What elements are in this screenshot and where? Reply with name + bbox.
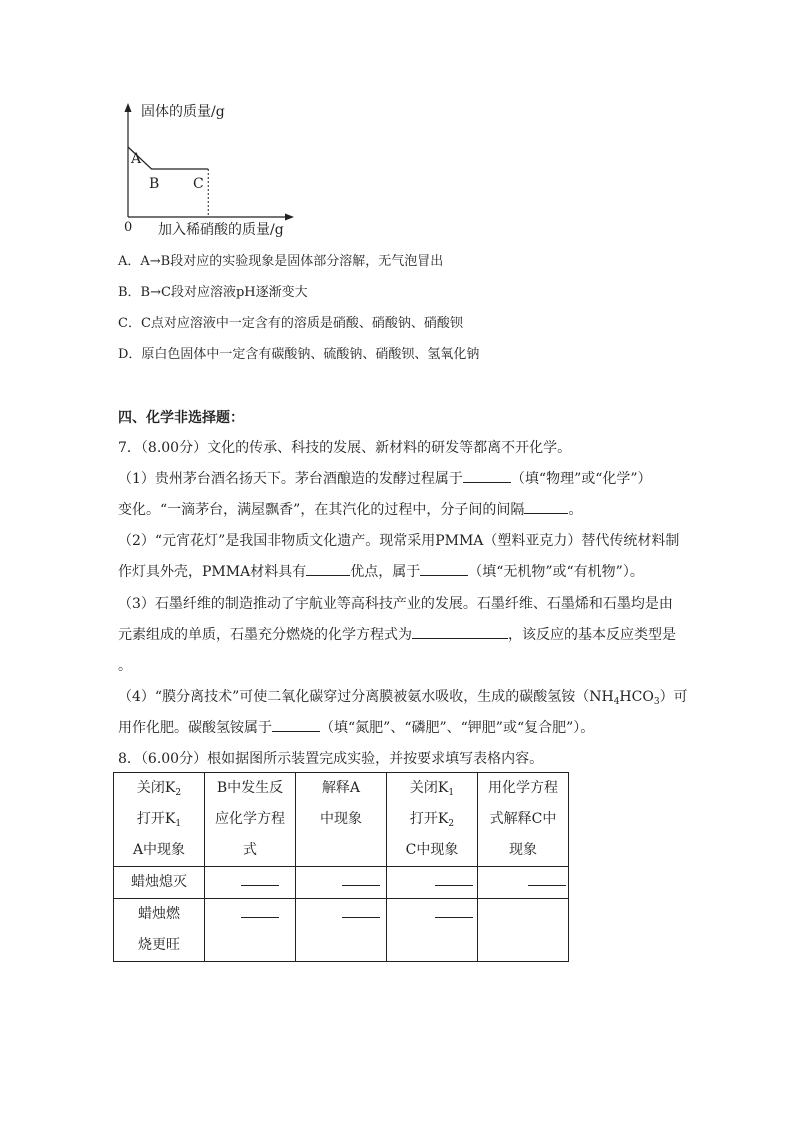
q7-blank-2[interactable] <box>524 513 568 514</box>
table-header-row <box>114 773 569 867</box>
row2-cell3[interactable] <box>296 899 387 962</box>
q7-p3-text-b: 元素组成的单质，石墨充分燃烧的化学方程式为 <box>118 627 412 643</box>
q7-part2-line2 <box>118 561 644 581</box>
q7-part1-line1 <box>118 468 652 488</box>
y-axis-label: 固体的质量/g <box>141 104 225 120</box>
q7-p1-text-d: 。 <box>568 502 583 518</box>
q7-p4-text-c: （填“氮肥”、“磷肥”、“钾肥”或“复合肥”）。 <box>320 720 595 736</box>
header-col1: 关闭$K_2$ 打开$K_1$ A中现象 <box>114 773 205 867</box>
q7-blank-4[interactable] <box>420 575 468 576</box>
header-col3: 解释A 中现象 <box>296 773 387 867</box>
row1-cell3[interactable] <box>296 867 387 899</box>
option-a: A．A→B段对应的实验现象是固体部分溶解，无气泡冒出 <box>118 254 444 269</box>
row1-cell2[interactable] <box>205 867 296 899</box>
q7-p1-text-c: 变化。“一滴茅台，满屋飘香”，在其汽化的过程中，分子间的间隔 <box>118 502 525 518</box>
q7-p1-text-a: （1）贵州茅台酒名扬天下。茅台酒酿造的发酵过程属于 <box>118 471 463 487</box>
header-col5: 用化学方程 式解释C中 现象 <box>478 773 569 867</box>
row1-cell5[interactable] <box>478 867 569 899</box>
row1-cell4[interactable] <box>387 867 478 899</box>
row2-cell5[interactable] <box>478 899 569 962</box>
x-axis-arrow <box>285 214 294 221</box>
point-a-label: A <box>131 151 142 167</box>
table-row-2 <box>114 899 569 962</box>
option-c: C．C点对应溶液中一定含有的溶质是硝酸、硝酸钠、硝酸钡 <box>118 316 463 331</box>
q7-stem: 7．（8.00分）文化的传承、科技的发展、新材料的研发等都离不开化学。 <box>118 440 572 456</box>
origin-label: 0 <box>124 220 133 235</box>
row2-label: 蜡烛燃 烧更旺 <box>114 899 205 962</box>
y-axis-arrow <box>125 103 132 112</box>
header-col2: B中发生反 应化学方程 式 <box>205 773 296 867</box>
q7-blank-5[interactable] <box>412 638 508 639</box>
q7-p2-text-b: 作灯具外壳，PMMA材料具有 <box>118 564 307 580</box>
q7-part1-line2 <box>118 499 582 519</box>
q7-blank-3[interactable] <box>306 575 350 576</box>
q7-part4-line2 <box>118 717 594 737</box>
table-row-1 <box>114 867 569 899</box>
q7-p1-text-b: （填“物理”或“化学”） <box>510 471 652 487</box>
point-b-label: B <box>149 176 160 192</box>
experiment-table <box>113 772 569 962</box>
q7-p4-sub-3: 3 <box>653 697 660 707</box>
q7-p4-text-end: ）可 <box>659 689 688 705</box>
q7-part2-line1: （2）“元宵花灯”是我国非物质文化遗产。现常采用PMMA（塑料亚克力）替代传统材料制 <box>118 533 680 549</box>
q7-p4-text-b: 用作化肥。碳酸氢铵属于 <box>118 720 272 736</box>
q7-p4-sub-4: 4 <box>613 697 620 707</box>
q7-p4-text-a: （4）“膜分离技术”可使二氧化碳穿过分离膜被氨水吸收，生成的碳酸氢铵（NH <box>118 689 614 705</box>
header-col4: 关闭$K_1$ 打开$K_2$ C中现象 <box>387 773 478 867</box>
q8-stem: 8．（6.00分）根如据图所示装置完成实验，并按要求填写表格内容。 <box>118 751 544 767</box>
q7-blank-1[interactable] <box>463 482 511 483</box>
row1-label: 蜡烛熄灭 <box>114 867 205 899</box>
q7-blank-6[interactable] <box>272 731 320 732</box>
q7-p2-text-c: 优点，属于 <box>350 564 421 580</box>
option-b: B．B→C段对应溶液pH逐渐变大 <box>118 285 308 300</box>
option-d: D．原白色固体中一定含有碳酸钠、硫酸钠、硝酸钡、氢氧化钠 <box>118 347 480 362</box>
row2-cell2[interactable] <box>205 899 296 962</box>
q7-p3-text-c: ，该反应的基本反应类型是 <box>508 627 676 643</box>
q7-part3-line3: 。 <box>118 658 132 674</box>
q7-part4-line1 <box>118 686 688 706</box>
x-axis-label: 加入稀硝酸的质量/g <box>158 222 284 238</box>
row2-cell4[interactable] <box>387 899 478 962</box>
point-c-label: C <box>193 176 204 192</box>
section-title: 四、化学非选择题： <box>118 410 244 426</box>
q7-p2-text-d: （填“无机物”或“有机物”）。 <box>468 564 644 580</box>
q7-part3-line2 <box>118 624 676 644</box>
q7-part3-line1: （3）石墨纤维的制造推动了宇航业等高科技产业的发展。石墨纤维、石墨烯和石墨均是由 <box>118 596 673 612</box>
q7-p4-text-mid: HCO <box>619 689 654 705</box>
